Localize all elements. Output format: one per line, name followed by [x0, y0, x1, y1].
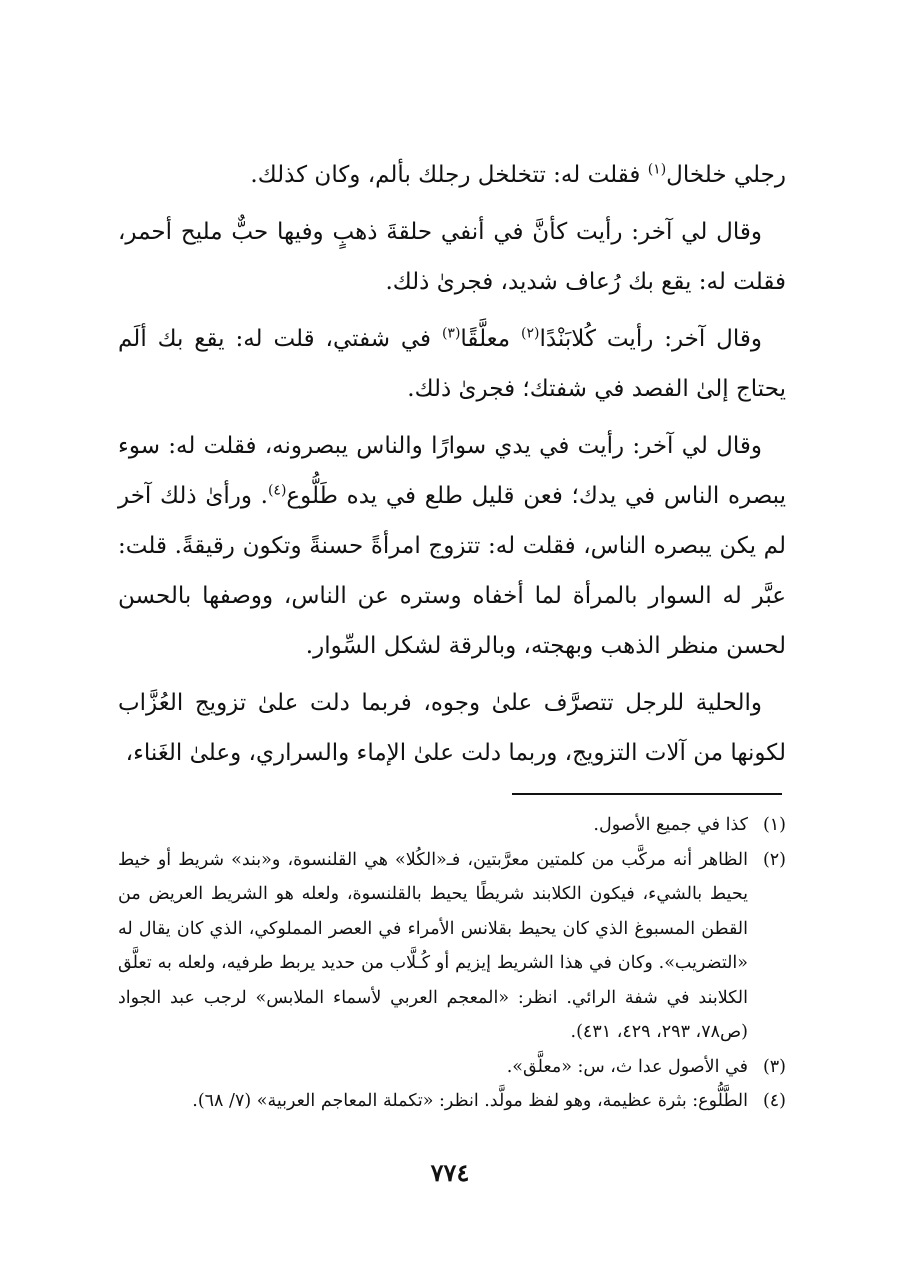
footnote-number: (١)	[762, 815, 786, 835]
footnote-ref-1[interactable]: (١)	[647, 161, 667, 178]
footnote-text: الظاهر أنه مركَّب من كلمتين معرَّبتين، فـ«الكُلا» هي القلنسوة، و«بند» شريط أو خيط يحيط بالشيء، فيكون الكلابند شريطًا يحيط بالقلنسوة، ولعله هو الشريط العريض من القطن المسبوغ الذي كان يحيط بقلانس الأمراء في العصر المملوكي، الذي كان يقال له «التضريب». وكان في هذا الشريط إيزيم أو كُـلَّاب من حديد يربط طرفيه، ولعله به تعلَّق الكلابند في شفة الرائي. انظر: «المعجم العربي لأسماء الملابس» لرجب عبد الجواد (ص٧٨، ٢٩٣، ٤٢٩، ٤٣١).	[118, 849, 748, 1042]
footnote-3	[118, 1050, 786, 1085]
footnote-2	[118, 843, 786, 1050]
footnote-number: (٣)	[762, 1056, 786, 1077]
footnotes	[118, 808, 786, 1119]
paragraph-5: والحلية للرجل تتصرَّف علىٰ وجوه، فربما دلت علىٰ تزويج العُزَّاب لكونها من آلات التزويج، وربما دلت علىٰ الإماء والسراري، وعلىٰ الغَناء،	[118, 690, 786, 766]
footnote-4	[118, 1084, 786, 1119]
footnote-text: كذا في جميع الأصول.	[593, 815, 748, 835]
footnote-ref-2[interactable]: (٢)	[521, 325, 540, 342]
footnote-text: الطَّلُّوع: بثرة عظيمة، وهو لفظ مولَّد. انظر: «تكملة المعاجم العربية» (٧/ ٦٨).	[192, 1091, 748, 1111]
footnote-text: في الأصول عدا ث، س: «معلَّق».	[506, 1056, 748, 1077]
paragraph-2: وقال لي آخر: رأيت كأنَّ في أنفي حلقةَ ذهبٍ وفيها حبٌّ مليح أحمر، فقلت له: يقع بك رُعاف شديد، فجرىٰ ذلك.	[118, 219, 786, 295]
footnote-ref-4[interactable]: (٤)	[267, 482, 287, 499]
footnote-number: (٢)	[762, 849, 786, 870]
main-text	[118, 150, 786, 785]
footnote-divider	[512, 793, 782, 795]
paragraph-1: رجلي خلخال$^{(١)}$ فقلت له: تتخلخل رجلك بألم، وكان كذلك.	[250, 161, 786, 188]
footnote-ref-3[interactable]: (٣)	[441, 325, 461, 342]
footnote-number: (٤)	[762, 1091, 786, 1111]
paragraph-4: وقال لي آخر: رأيت في يدي سوارًا والناس يبصرونه، فقلت له: سوء يبصره الناس في يدك؛ فعن قليل طلع في يده طَلُّوع$^{(٤)}$. ورأىٰ ذلك آخر لم يكن يبصره الناس، فقلت له: تتزوج امرأةً حسنةً وتكون رقيقةً. قلت: عبَّر له السوار بالمرأة لما أخفاه وستره عن الناس، ووصفها بالحسن لحسن منظر الذهب وبهجته، وبالرقة لشكل السِّوار.	[118, 433, 786, 659]
footnote-1	[118, 808, 786, 843]
page-number: ٧٧٤	[430, 1158, 470, 1187]
paragraph-3: وقال آخر: رأيت كُلابَنْدًا$^{(٢)}$ معلَّقًا$^{(٣)}$ في شفتي، قلت له: يقع بك ألَم يحتاج إلىٰ الفصد في شفتك؛ فجرىٰ ذلك.	[118, 325, 786, 402]
